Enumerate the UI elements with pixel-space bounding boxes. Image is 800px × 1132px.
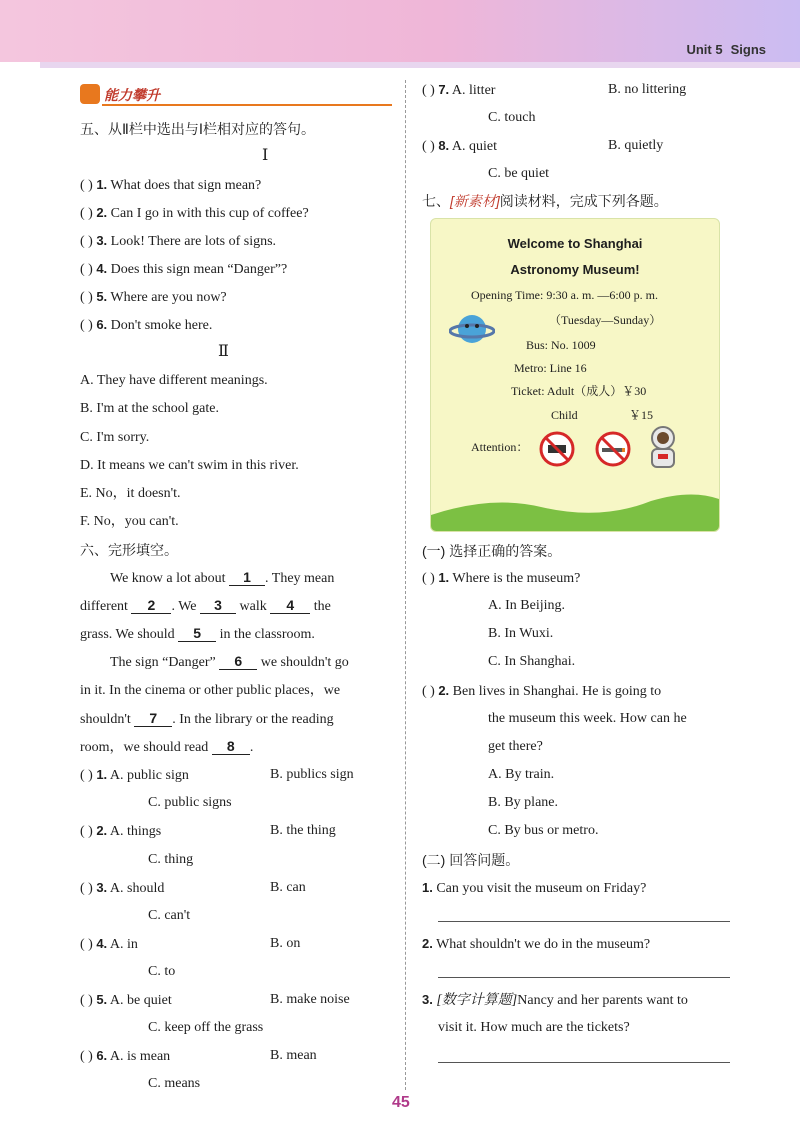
blank-2: 2 — [131, 597, 171, 614]
blank-1: 1 — [229, 569, 265, 586]
badge-underline — [102, 104, 392, 106]
open-question: 1. Can you visit the museum on Friday? — [422, 880, 647, 896]
poster-days: （Tuesday—Sunday） — [549, 313, 662, 327]
sec5-col1-label: Ⅰ — [262, 147, 269, 164]
museum-poster — [430, 218, 720, 532]
blank-7: 7 — [134, 710, 172, 727]
page-number: 45 — [392, 1094, 410, 1111]
sec5-answer: E. No，it doesn't. — [80, 486, 181, 501]
cloze-line: room，we should read 8 . — [80, 738, 254, 755]
planet-icon — [449, 309, 495, 349]
page-header-band — [0, 0, 800, 62]
sec5-item: ( ) 6. Don't smoke here. — [80, 317, 213, 333]
question-option: A. In Beijing. — [488, 598, 565, 613]
part1-heading: (一) 选择正确的答案。 — [422, 543, 562, 559]
choice-option: B. the thing — [270, 823, 336, 838]
blank-6: 6 — [219, 653, 257, 670]
choice-option: C. be quiet — [488, 166, 550, 181]
choice-option: C. public signs — [148, 795, 232, 810]
answer-line-3[interactable] — [438, 1062, 730, 1063]
cloze-line: shouldn't 7 . In the library or the reading — [80, 710, 334, 727]
sec5-item: ( ) 4. Does this sign mean “Danger”? — [80, 261, 288, 277]
blank-8: 8 — [212, 738, 250, 755]
choice-option: B. on — [270, 936, 301, 951]
cloze-line: grass. We should 5 in the classroom. — [80, 625, 315, 642]
poster-hills — [431, 485, 719, 531]
choice-row: ( ) 4. A. in — [80, 936, 138, 952]
badge-label: 能力攀升 — [104, 87, 160, 103]
blank-5: 5 — [178, 625, 216, 642]
sec5-answer: D. It means we can't swim in this river. — [80, 458, 299, 473]
sec5-answer: C. I'm sorry. — [80, 430, 150, 445]
poster-ticket-child-price: ￥15 — [629, 408, 654, 422]
sec5-answer: B. I'm at the school gate. — [80, 401, 219, 416]
cloze-line: The sign “Danger” 6 we shouldn't go — [110, 653, 349, 670]
choice-option: C. thing — [148, 852, 194, 867]
question-option: A. By train. — [488, 767, 555, 782]
header-strip — [40, 62, 800, 68]
sec5-item: ( ) 3. Look! There are lots of signs. — [80, 233, 277, 249]
poster-ticket-child: Child — [551, 408, 578, 422]
question-option: B. By plane. — [488, 795, 558, 810]
answer-line-2[interactable] — [438, 977, 730, 978]
question-option: C. In Shanghai. — [488, 654, 576, 669]
choice-option: C. to — [148, 964, 176, 979]
poster-title-line1: Welcome to Shanghai — [507, 236, 643, 251]
blank-3: 3 — [200, 597, 236, 614]
choice-row: ( ) 5. A. be quiet — [80, 992, 172, 1008]
cloze-line: in it. In the cinema or other public places，we — [80, 683, 341, 698]
sec7-heading: 七、[新素材]阅读材料，完成下列各题。 — [422, 193, 668, 209]
cloze-line: different 2 . We 3 walk 4 the — [80, 597, 331, 614]
choice-row: ( ) 2. A. things — [80, 823, 162, 839]
sec5-item: ( ) 2. Can I go in with this cup of coffee? — [80, 205, 309, 221]
question-row: ( ) 2. Ben lives in Shanghai. He is going to — [422, 683, 662, 699]
poster-metro: Metro: Line 16 — [514, 361, 587, 375]
choice-option: C. keep off the grass — [148, 1020, 264, 1035]
sec5-item: ( ) 1. What does that sign mean? — [80, 177, 262, 193]
question-option: C. By bus or metro. — [488, 823, 599, 838]
question-text: get there? — [488, 739, 543, 754]
rocket-icon — [80, 84, 100, 104]
choice-option: C. can't — [148, 908, 191, 923]
choice-option: B. make noise — [270, 992, 350, 1007]
choice-row: ( ) 3. A. should — [80, 880, 165, 896]
choice-row: ( ) 1. A. public sign — [80, 767, 189, 783]
answer-line-1[interactable] — [438, 921, 730, 922]
sec5-answer: F. No，you can't. — [80, 514, 179, 529]
choice-option: C. means — [148, 1076, 201, 1091]
open-question: 3. [数字计算题]Nancy and her parents want to — [422, 992, 688, 1008]
choice-option: C. touch — [488, 110, 536, 125]
open-question: 2. What shouldn't we do in the museum? — [422, 936, 651, 952]
poster-bus: Bus: No. 1009 — [526, 338, 596, 352]
choice-row: ( ) 6. A. is mean — [80, 1048, 171, 1064]
question-text: the museum this week. How can he — [488, 711, 687, 726]
cloze-line: We know a lot about 1 . They mean — [110, 569, 335, 586]
sec5-item: ( ) 5. Where are you now? — [80, 289, 227, 305]
choice-option: B. no littering — [608, 82, 687, 97]
new-material-tag: [新素材] — [450, 193, 500, 209]
sec5-col2-label: Ⅱ — [218, 343, 229, 360]
unit-title — [686, 42, 766, 57]
open-question-cont: visit it. How much are the tickets? — [438, 1020, 630, 1035]
choice-option: B. publics sign — [270, 767, 354, 782]
part2-heading: (二) 回答问题。 — [422, 852, 520, 868]
unit-label: Unit 5 — [686, 42, 723, 57]
astronaut-icon — [643, 425, 683, 473]
no-smoking-sign-icon — [595, 431, 631, 467]
poster-attention: Attention： — [471, 440, 529, 454]
no-food-sign-icon — [539, 431, 575, 467]
unit-name: Signs — [730, 42, 766, 57]
sec5-answer: A. They have different meanings. — [80, 373, 268, 388]
sec5-heading: 五、从Ⅱ栏中选出与Ⅰ栏相对应的答句。 — [80, 121, 316, 137]
poster-title-line2: Astronomy Museum! — [510, 262, 640, 277]
question-row: ( ) 1. Where is the museum? — [422, 570, 581, 586]
question-option: B. In Wuxi. — [488, 626, 554, 641]
column-divider — [405, 80, 406, 1090]
choice-option: B. quietly — [608, 138, 664, 153]
choice-option: B. mean — [270, 1048, 317, 1063]
choice-row: ( ) 7. A. litter — [422, 82, 496, 98]
calc-tag: [数字计算题] — [436, 993, 518, 1008]
poster-ticket-adult: Ticket: Adult（成人）￥30 — [511, 384, 647, 398]
section-badge — [80, 84, 386, 108]
blank-4: 4 — [270, 597, 310, 614]
choice-row: ( ) 8. A. quiet — [422, 138, 498, 154]
poster-opening-time: Opening Time: 9:30 a. m. —6:00 p. m. — [471, 288, 659, 302]
choice-option: B. can — [270, 880, 306, 895]
sec6-heading: 六、完形填空。 — [80, 542, 178, 558]
